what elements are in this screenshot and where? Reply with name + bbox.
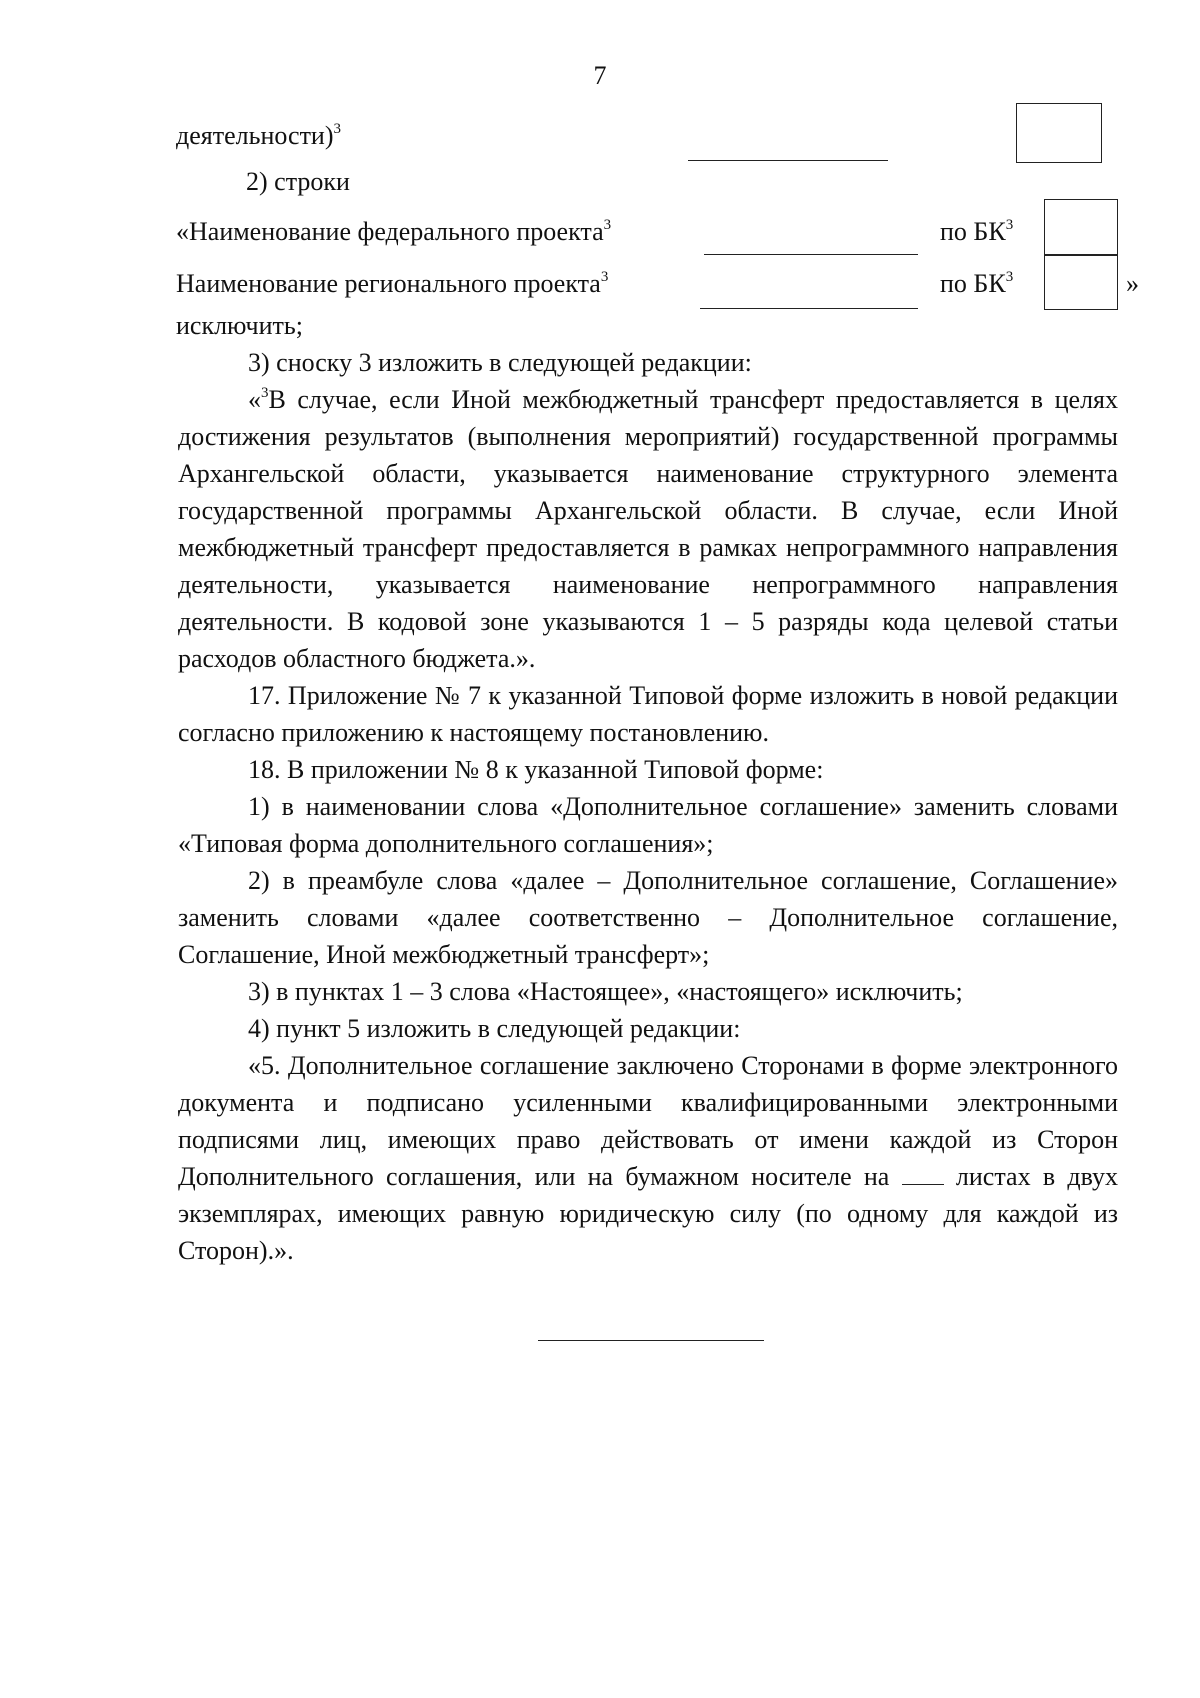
paragraph-item-17: 17. Приложение № 7 к указанной Типовой форме изложить в новой редакции согласно приложению к настоящему постановлению. bbox=[178, 681, 1118, 747]
end-of-document-rule bbox=[538, 1340, 764, 1341]
activity-code-box bbox=[1016, 103, 1102, 163]
regional-code-footnote-ref: 3 bbox=[1005, 269, 1014, 285]
activity-text: деятельности) bbox=[176, 121, 334, 150]
regional-code-label bbox=[940, 268, 1013, 300]
rows-intro: 2) строки bbox=[246, 167, 350, 196]
paragraph-subitem-3: 3) в пунктах 1 – 3 слова «Настоящее», «настоящего» исключить; bbox=[248, 977, 963, 1006]
paragraph-footnote-instruction: 3) сноску 3 изложить в следующей редакции: bbox=[248, 348, 752, 377]
exclude-text: исключить; bbox=[176, 311, 303, 340]
paragraph-subitem-4: 4) пункт 5 изложить в следующей редакции: bbox=[248, 1014, 741, 1043]
federal-code-box bbox=[1044, 199, 1118, 255]
regional-project-blank-line bbox=[700, 308, 918, 309]
page-number: 7 bbox=[593, 61, 607, 90]
regional-project-text: Наименование регионального проекта bbox=[176, 269, 601, 298]
clause-5-text-b: листах в двух экземплярах, имеющих равную юридическую силу (по одному для каждой из Сторон).». bbox=[178, 1162, 1119, 1265]
paragraph-clause-5 bbox=[178, 1047, 1118, 1269]
footnote-open-quote: « bbox=[248, 385, 261, 414]
federal-project-footnote-ref: 3 bbox=[603, 217, 612, 233]
document-body bbox=[178, 344, 1118, 1269]
regional-code-box bbox=[1044, 255, 1118, 310]
closing-quote: » bbox=[1126, 269, 1139, 298]
footnote-body: В случае, если Иной межбюджетный трансферт предоставляется в целях достижения результатов (выполнения мероприятий) государственной программы Архангельской области, указывается наименование структурного элемента государственной программы Архангельской области. В случае, если Иной межбюджетный трансферт предоставляется в рамках непрограммного направления деятельности, указывается наименование непрограммного направления деятельности. В кодовой зоне указываются 1 – 5 разряды кода целевой статьи расходов областного бюджета.». bbox=[178, 385, 1118, 673]
federal-project-blank-line bbox=[704, 254, 918, 255]
federal-project-text: «Наименование федерального проекта bbox=[176, 217, 604, 246]
paragraph-subitem-1: 1) в наименовании слова «Дополнительное соглашение» заменить словами «Типовая форма дополнительного соглашения»; bbox=[178, 792, 1118, 858]
paragraph-footnote-text bbox=[178, 381, 1118, 677]
paragraph-subitem-2: 2) в преамбуле слова «далее – Дополнительное соглашение, Соглашение» заменить словами «далее соответственно – Дополнительное соглашение, Соглашение, Иной межбюджетный трансферт»; bbox=[178, 866, 1118, 969]
clause-5-text-a: «5. Дополнительное соглашение заключено Сторонами в форме электронного документа и подписано усиленными квалифицированными электронными подписями лиц, имеющих право действовать от имени каждой из Сторон Дополнительного соглашения, или на бумажном носителе на bbox=[178, 1051, 1118, 1191]
federal-code-text: по БК bbox=[940, 217, 1006, 246]
federal-code-label bbox=[940, 216, 1013, 248]
federal-code-footnote-ref: 3 bbox=[1005, 217, 1014, 233]
federal-project-label bbox=[176, 216, 611, 248]
paragraph-item-18: 18. В приложении № 8 к указанной Типовой форме: bbox=[248, 755, 824, 784]
activity-blank-line bbox=[688, 160, 888, 161]
regional-project-footnote-ref: 3 bbox=[600, 269, 609, 285]
regional-code-text: по БК bbox=[940, 269, 1006, 298]
activity-footnote-ref: 3 bbox=[333, 121, 341, 137]
regional-project-label bbox=[176, 268, 608, 300]
footnote-number: 3 bbox=[261, 385, 269, 401]
sheets-count-blank bbox=[902, 1162, 944, 1185]
activity-line bbox=[176, 120, 341, 152]
